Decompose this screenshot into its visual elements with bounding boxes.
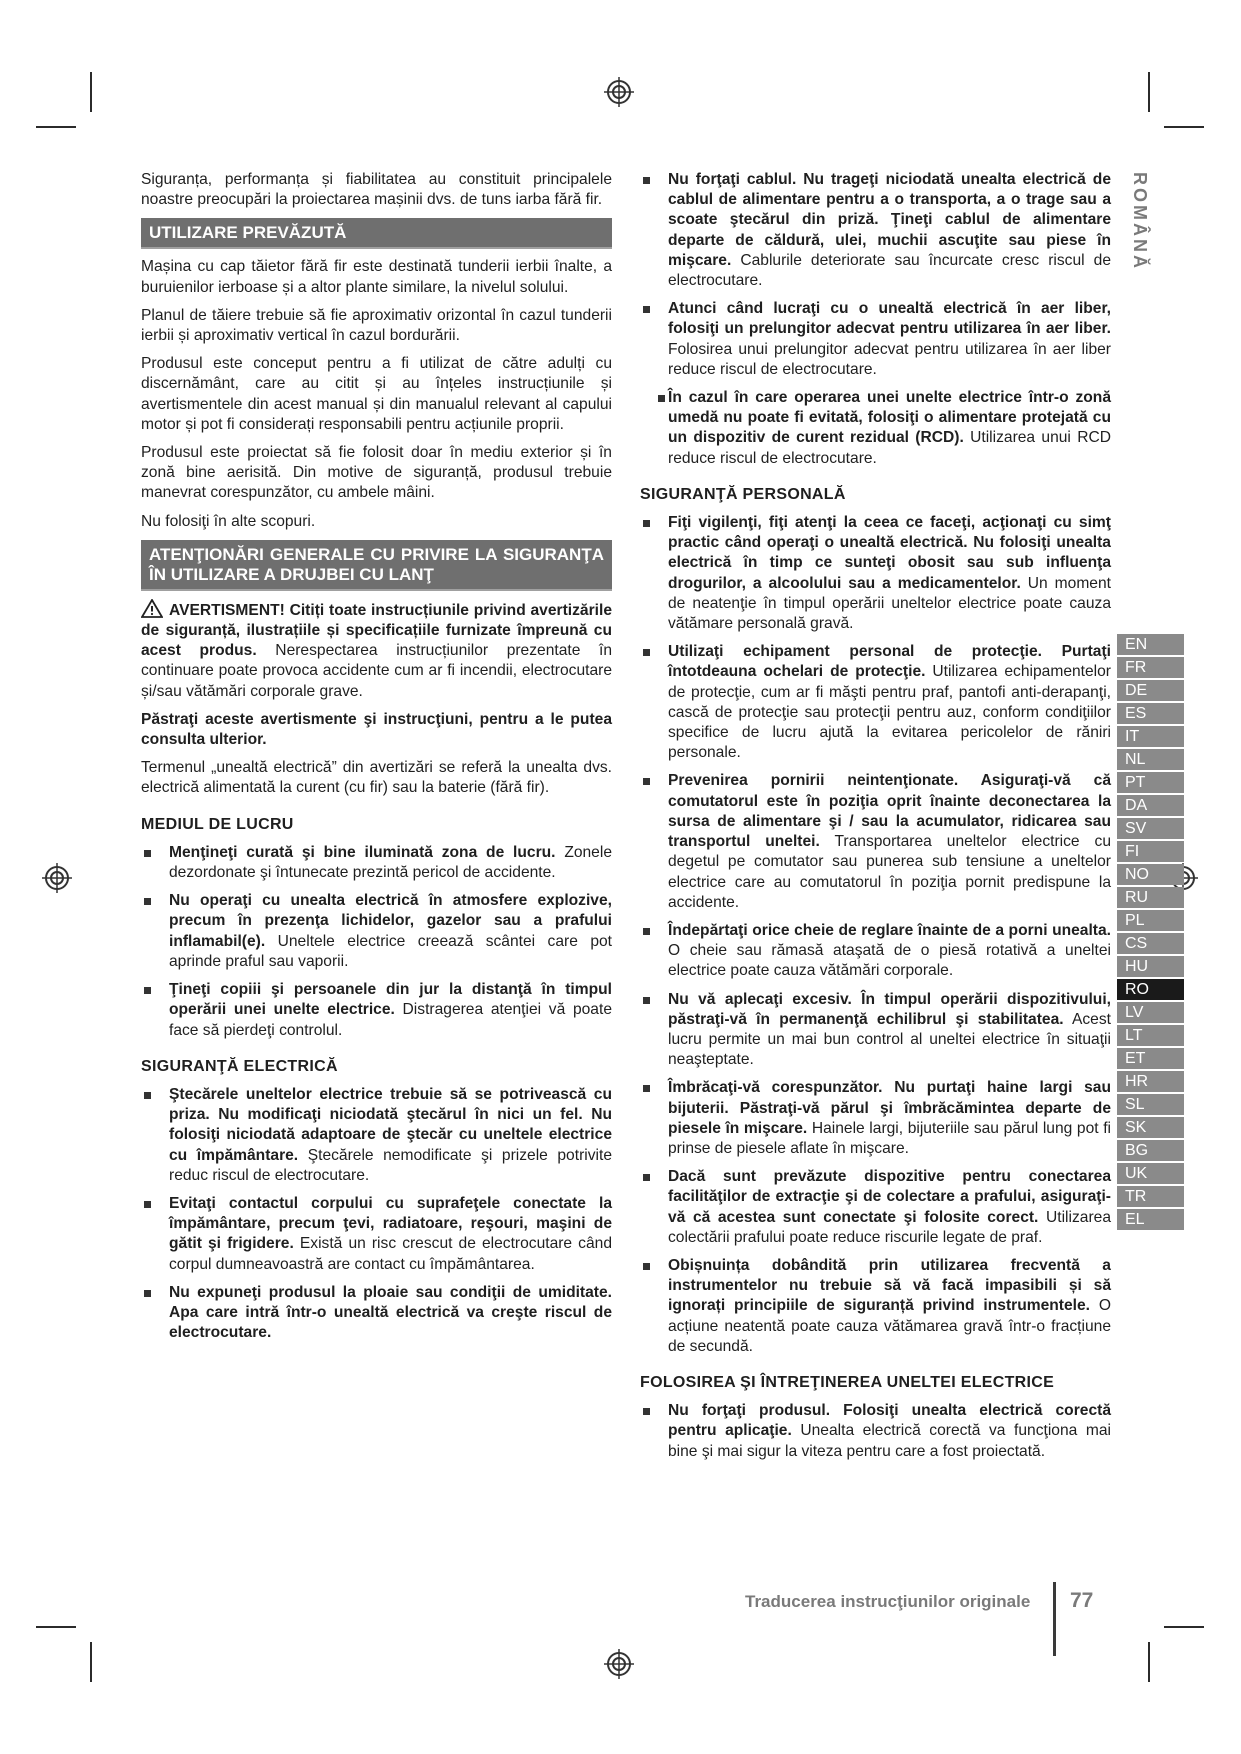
bullet-square-icon [144, 1290, 151, 1297]
paragraph: Nu folosiţi în alte scopuri. [141, 512, 316, 530]
language-tab-et[interactable]: ET [1117, 1048, 1184, 1069]
language-tab-lv[interactable]: LV [1117, 1002, 1184, 1023]
bullet-square-icon [643, 1263, 650, 1270]
warning-paragraph [141, 599, 612, 702]
language-tab-tr[interactable]: TR [1117, 1186, 1184, 1207]
warning-triangle-icon [141, 599, 163, 618]
language-tabs [1117, 634, 1184, 1232]
language-tab-ro[interactable]: RO [1117, 979, 1184, 1000]
language-tab-it[interactable]: IT [1117, 726, 1184, 747]
language-tab-hu[interactable]: HU [1117, 956, 1184, 977]
list-item: Nu forţaţi produsul. Folosiţi unealta electrică corectă pentru aplicaţie. Unealta electrică corectă va funcţiona mai bine şi mai sigur la viteza pentru care a fost proiectată. [640, 1401, 1111, 1462]
language-tab-pt[interactable]: PT [1117, 772, 1184, 793]
left-column [141, 170, 612, 1351]
list-item: Îmbrăcaţi-vă corespunzător. Nu purtaţi haine largi sau bijuterii. Păstraţi-vă părul şi îmbrăcămintea departe de piesele în mişcare. Hainele largi, bijuteriile sau părul lung pot fi prinse de piesele aflate în mişcare. [640, 1078, 1111, 1159]
language-tab-en[interactable]: EN [1117, 634, 1184, 655]
bullet-square-icon [643, 177, 650, 184]
list-item: Nu vă aplecaţi excesiv. În timpul operării dispozitivului, păstraţi-vă în permanenţă echilibrul şi stabilitatea. Acest lucru permite un mai bun control al uneltei electrice în situaţii neaşteptate. [640, 990, 1111, 1071]
subheading-tool-use-care: FOLOSIREA ŞI ÎNTREŢINEREA UNELTEI ELECTRICE [640, 1373, 1055, 1391]
crop-mark [90, 1642, 92, 1682]
paragraph: Mașina cu cap tăietor fără fir este destinată tunderii ierbii înalte, a buruienilor ierboase și a altor plante similare, la nivelul solului. [141, 258, 612, 296]
crop-mark [90, 72, 92, 112]
bullet-square-icon [144, 898, 151, 905]
page-number: 77 [1070, 1589, 1094, 1612]
language-tab-sv[interactable]: SV [1117, 818, 1184, 839]
language-tab-pl[interactable]: PL [1117, 910, 1184, 931]
crop-mark [1148, 1642, 1150, 1682]
crop-mark [1164, 126, 1204, 128]
language-side-title: ROMÂNĂ [1130, 172, 1150, 271]
paragraph: Produsul este conceput pentru a fi utilizat de către adulți cu discernământ, care au citit și au înțeles instrucțiunile și avertismentele din acest manual și din manualul relevant al capului motor și pot fi considerați responsabili pentru acțiunile proprii. [141, 355, 612, 433]
warning-text: Nerespectarea instrucțiunilor prezentate în continuare poate provoca accidente cum ar fi incendii, electrocutare și/sau vătămări corporale grave. [141, 642, 613, 700]
list-item: Fiţi vigilenţi, fiţi atenţi la ceea ce faceţi, acţionaţi cu simţ practic când operaţi o unealtă electrică. Nu folosiţi unealta electrică în timp ce sunteţi obosit sau sub influenţa drogurilor, a alcoolului sau a medicamentelor. Un moment de neatenţie în timpul operării uneltelor electrice poate cauza vătămare personală gravă. [640, 513, 1111, 634]
list-item: Evitaţi contactul corpului cu suprafeţele conectate la împământare, precum ţevi, radiatoare, reşouri, maşini de gătit şi frigidere. Există un risc crescut de electrocutare când corpul dumneavoastră are contact cu împământarea. [141, 1194, 612, 1275]
footer-divider [1053, 1582, 1056, 1656]
crop-mark [36, 126, 76, 128]
term-definition: Termenul „unealtă electrică” din avertizări se referă la unealta dvs. electrică alimentată la curent (cu fir) sau la baterie (fără fir). [141, 759, 612, 797]
language-tab-uk[interactable]: UK [1117, 1163, 1184, 1184]
bullet-square-icon [658, 395, 665, 402]
language-tab-ru[interactable]: RU [1117, 887, 1184, 908]
language-tab-lt[interactable]: LT [1117, 1025, 1184, 1046]
language-tab-sk[interactable]: SK [1117, 1117, 1184, 1138]
bullet-square-icon [144, 850, 151, 857]
language-tab-fi[interactable]: FI [1117, 841, 1184, 862]
crop-mark [1148, 72, 1150, 112]
language-tab-nl[interactable]: NL [1117, 749, 1184, 770]
intro-paragraph: Siguranța, performanța și fiabilitatea au constituit principalele noastre preocupări la proiectarea mașinii dvs. de tuns iarba fără fir. [141, 171, 612, 209]
registration-mark-icon [604, 1649, 634, 1679]
list-item: În cazul în care operarea unei unelte electrice într-o zonă umedă nu poate fi evitată, folosiţi o alimentare protejată cu un dispozitiv de curent rezidual (RCD). Utilizarea unui RCD reduce riscul de electrocutare. [640, 388, 1111, 469]
warning-bold: AVERTISMENT! Citiți toate instrucțiunile privind avertizările de siguranță, ilustrațiile și specificațiile furnizate împreună cu acest produs. [141, 601, 612, 660]
list-item: Nu expuneţi produsul la ploaie sau condiţii de umiditate. Apa care intră într-o unealtă electrică va creşte riscul de electrocutare. [141, 1283, 612, 1344]
subheading-personal-safety: SIGURANŢĂ PERSONALĂ [640, 485, 846, 503]
language-tab-el[interactable]: EL [1117, 1209, 1184, 1230]
list-item: Obișnuința dobândită prin utilizarea frecventă a instrumentelor nu trebuie să vă facă impasibili și să ignorați principiile de siguranță privind instrumentele. O acțiune neatentă poate cauza vătămarea gravă într-o fracțiune de secundă. [640, 1256, 1111, 1357]
bullet-square-icon [144, 987, 151, 994]
language-tab-fr[interactable]: FR [1117, 657, 1184, 678]
list-item: Ţineţi copiii şi persoanele din jur la distanţă în timpul operării unei unelte electrice. Distragerea atenţiei vă poate face să pierdeţi controlul. [141, 980, 612, 1041]
registration-mark-icon [604, 77, 634, 107]
paragraph: Produsul este proiectat să fie folosit doar în mediu exterior și în zonă bine aerisită. Din motive de siguranță, produsul trebuie manevrat corespunzător, cu ambele mâini. [141, 444, 612, 502]
language-tab-cs[interactable]: CS [1117, 933, 1184, 954]
paragraph: Planul de tăiere trebuie să fie aproximativ orizontal în cazul tunderii ierbii și aproximativ vertical în cazul bordurării. [141, 306, 612, 345]
right-column [640, 170, 1111, 1470]
section-title-intended-use: UTILIZARE PREVĂZUTĂ [141, 218, 612, 249]
language-tab-es[interactable]: ES [1117, 703, 1184, 724]
subheading-work-area: MEDIUL DE LUCRU [141, 815, 294, 833]
crop-mark [1164, 1626, 1204, 1628]
list-item: Ştecărele uneltelor electrice trebuie să se potrivească cu priza. Nu modificaţi niciodată ştecărul în nici un fel. Nu folosiţi niciodată adaptoare de ştecăr cu uneltele electrice cu împământare. Ştecărele nemodificate şi prizele potrivite reduc riscul de electrocutare. [141, 1085, 612, 1186]
language-tab-da[interactable]: DA [1117, 795, 1184, 816]
bullet-square-icon [643, 520, 650, 527]
registration-mark-icon [42, 863, 72, 893]
list-item: Nu operaţi cu unealta electrică în atmosfere explozive, precum în prezenţa lichidelor, gazelor sau a prafului inflamabil(e). Uneltele electrice creează scântei care pot aprinde praful sau vaporii. [141, 891, 612, 972]
bullet-square-icon [643, 1174, 650, 1181]
bullet-square-icon [643, 928, 650, 935]
list-item: Nu forţaţi cablul. Nu trageţi niciodată unealta electrică de cablul de alimentare pentru a o transporta, a o trage sau a scoate ştecărul din priză. Ţineţi cablul de alimentare departe de căldură, ulei, muchii ascuţite sau piese în mişcare. Cablurile deteriorate sau încurcate cresc riscul de electrocutare. [640, 170, 1111, 291]
crop-mark [36, 1626, 76, 1628]
language-tab-no[interactable]: NO [1117, 864, 1184, 885]
section-title-general-warnings: ATENŢIONĂRI GENERALE CU PRIVIRE LA SIGURANŢA ÎN UTILIZARE A DRUJBEI CU LANŢ [141, 540, 612, 591]
list-item: Îndepărtaţi orice cheie de reglare înainte de a porni unealta. O cheie sau rămasă ataşată de o piesă rotativă a uneltei electrice poate cauza vătămări corporale. [640, 921, 1111, 982]
language-tab-sl[interactable]: SL [1117, 1094, 1184, 1115]
bullet-square-icon [643, 997, 650, 1004]
language-tab-de[interactable]: DE [1117, 680, 1184, 701]
keep-instructions: Păstraţi aceste avertismente şi instrucţiuni, pentru a le putea consulta ulterior. [141, 710, 612, 749]
footer-translation-note: Traducerea instrucţiunilor originale [745, 1592, 1031, 1611]
list-item: Atunci când lucraţi cu o unealtă electrică în aer liber, folosiţi un prelungitor adecvat pentru utilizarea în aer liber. Folosirea unui prelungitor adecvat pentru utilizarea în aer liber reduce riscul de electrocutare. [640, 299, 1111, 380]
bullet-square-icon [144, 1201, 151, 1208]
bullet-square-icon [643, 649, 650, 656]
bullet-square-icon [144, 1092, 151, 1099]
bullet-square-icon [643, 1085, 650, 1092]
list-item: Utilizaţi echipament personal de protecţie. Purtaţi întotdeauna ochelari de protecţie. Utilizarea echipamentelor de protecţie, cum ar fi măşti pentru praf, pantofi anti-derapanţi, cască de protecţie sau protecţii pentru auz, conform condiţiilor specifice de lucru ajută la evitarea pericolelor de răniri personale. [640, 642, 1111, 763]
language-tab-hr[interactable]: HR [1117, 1071, 1184, 1092]
bullet-square-icon [643, 306, 650, 313]
language-tab-bg[interactable]: BG [1117, 1140, 1184, 1161]
bullet-square-icon [643, 778, 650, 785]
list-item: Dacă sunt prevăzute dispozitive pentru conectarea facilităţilor de extracţie şi de colectare a prafului, asiguraţi-vă că acestea sunt conectate şi folosite corect. Utilizarea colectării prafului poate reduce riscurile legate de praf. [640, 1167, 1111, 1248]
list-item: Menţineţi curată şi bine iluminată zona de lucru. Zonele dezordonate şi întunecate prezintă pericol de accidente. [141, 843, 612, 883]
subheading-electrical-safety: SIGURANŢĂ ELECTRICĂ [141, 1057, 338, 1075]
bullet-square-icon [643, 1408, 650, 1415]
list-item: Prevenirea pornirii neintenţionate. Asiguraţi-vă că comutatorul este în poziţia oprit înainte deconectarea la sursa de alimentare şi / sau la acumulator, ridicarea sau transportul uneltei. Transportarea uneltelor electrice cu degetul pe comutator sau punerea sub tensiune a uneltelor electrice care au comutatorul în poziţia pornit predispune la accidente. [640, 771, 1111, 912]
